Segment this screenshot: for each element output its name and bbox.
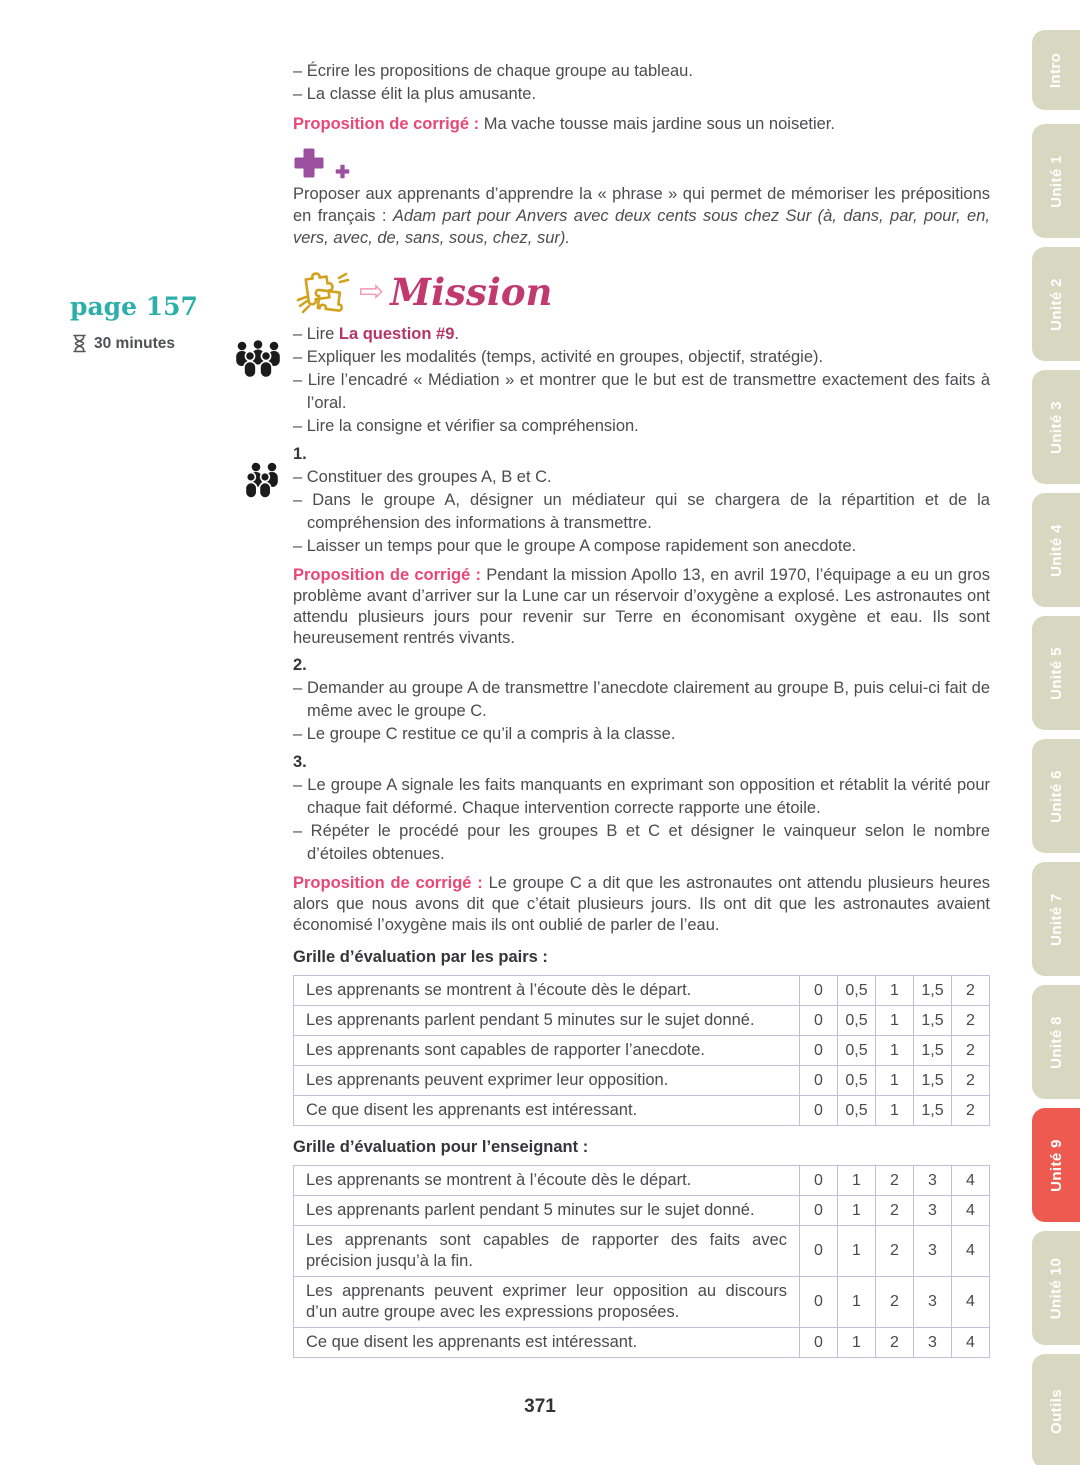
corrige-3	[293, 873, 990, 936]
criterion-cell: Les apprenants sont capables de rapporter l’anecdote.	[294, 1036, 800, 1066]
list-item: – Dans le groupe A, désigner un médiateur qui se chargera de la répartition et de la compréhension des informations à transmettre.	[293, 491, 990, 532]
plus-icon-small	[335, 164, 350, 179]
score-cell: 1	[838, 1277, 876, 1328]
tab-label: Unité 2	[1047, 277, 1065, 331]
teacher-evaluation-table	[293, 1165, 990, 1358]
score-cell: 1,5	[914, 976, 952, 1006]
tab-unite-6[interactable]	[1032, 739, 1080, 853]
group-of-people-icon	[232, 340, 284, 385]
tab-label: Unité 7	[1047, 892, 1065, 946]
score-cell: 2	[952, 1066, 990, 1096]
table-row	[294, 1006, 990, 1036]
score-cell: 2	[952, 1036, 990, 1066]
tab-label: Unité 3	[1047, 400, 1065, 454]
main-content	[293, 0, 990, 1358]
step-number: 1.	[293, 445, 307, 463]
corrige-2	[293, 565, 990, 649]
criterion-cell: Les apprenants se montrent à l’écoute dès le départ.	[294, 1166, 800, 1196]
table-row	[294, 976, 990, 1006]
group-of-people-icon	[242, 462, 284, 507]
criterion-cell: Les apprenants se montrent à l’écoute dès le départ.	[294, 976, 800, 1006]
tab-unite-3[interactable]	[1032, 370, 1080, 484]
list-item: – Le groupe C restitue ce qu’il a compris à la classe.	[293, 725, 676, 743]
criterion-cell: Les apprenants parlent pendant 5 minutes sur le sujet donné.	[294, 1196, 800, 1226]
tab-unite-10[interactable]	[1032, 1231, 1080, 1345]
tab-label: Intro	[1047, 52, 1065, 88]
puzzle-hands-icon	[293, 266, 353, 318]
list-item	[293, 323, 990, 346]
list-item: – Lire la consigne et vérifier sa compréhension.	[293, 417, 639, 435]
score-cell: 2	[876, 1328, 914, 1358]
step-number: 2.	[293, 656, 307, 674]
score-cell: 1	[838, 1166, 876, 1196]
score-cell: 1,5	[914, 1036, 952, 1066]
tab-label: Unité 6	[1047, 769, 1065, 823]
score-cell: 1,5	[914, 1066, 952, 1096]
score-cell: 3	[914, 1277, 952, 1328]
score-cell: 4	[952, 1166, 990, 1196]
criterion-cell: Ce que disent les apprenants est intéressant.	[294, 1328, 800, 1358]
list-item: – Répéter le procédé pour les groupes B et C et désigner le vainqueur selon le nombre d’étoiles obtenues.	[293, 822, 990, 863]
table-row	[294, 1096, 990, 1126]
tab-label: Unité 5	[1047, 646, 1065, 700]
criterion-cell: Les apprenants sont capables de rapporter des faits avec précision jusqu’à la fin.	[294, 1226, 800, 1277]
score-cell: 2	[876, 1277, 914, 1328]
corrige-text: Le groupe C a dit que les astronautes ont attendu plusieurs heures alors que nous avons dit que c’était plusieurs jours. Ils ont dit que les astronautes avaient économisé l’oxygène mais ils ont oublié de parler de l’eau.	[293, 874, 990, 934]
score-cell: 0	[800, 1166, 838, 1196]
proposition-label: Proposition de corrigé :	[293, 566, 481, 584]
score-cell: 3	[914, 1328, 952, 1358]
tip-paragraph	[293, 183, 990, 249]
score-cell: 2	[876, 1166, 914, 1196]
list-item: – Demander au groupe A de transmettre l’anecdote clairement au groupe B, puis celui-ci fait de même avec le groupe C.	[293, 679, 990, 720]
plus-row	[293, 145, 990, 179]
score-cell: 0	[800, 1096, 838, 1126]
question-ref: La question #9	[338, 325, 455, 343]
hourglass-icon	[72, 334, 87, 353]
table-row	[294, 1277, 990, 1328]
score-cell: 1	[876, 976, 914, 1006]
tab-label: Unité 9	[1047, 1138, 1065, 1192]
score-cell: 2	[952, 1096, 990, 1126]
step-number: 3.	[293, 753, 307, 771]
criterion-cell: Les apprenants peuvent exprimer leur opposition au discours d’un autre groupe avec les expressions proposées.	[294, 1277, 800, 1328]
list-item: – Expliquer les modalités (temps, activité en groupes, objectif, stratégie).	[293, 348, 824, 366]
list-item-text: .	[454, 325, 459, 343]
tab-unite-5[interactable]	[1032, 616, 1080, 730]
score-cell: 4	[952, 1277, 990, 1328]
score-cell: 0	[800, 1277, 838, 1328]
criterion-cell: Les apprenants peuvent exprimer leur opposition.	[294, 1066, 800, 1096]
tab-label: Outils	[1047, 1388, 1065, 1434]
step-1-list	[293, 466, 990, 558]
proposition-label: Proposition de corrigé :	[293, 115, 480, 133]
score-cell: 2	[876, 1226, 914, 1277]
tab-unite-7[interactable]	[1032, 862, 1080, 976]
tab-unite-8[interactable]	[1032, 985, 1080, 1099]
score-cell: 0,5	[838, 1036, 876, 1066]
tab-label: Unité 1	[1047, 154, 1065, 208]
score-cell: 3	[914, 1226, 952, 1277]
tab-label: Unité 4	[1047, 523, 1065, 577]
score-cell: 1	[838, 1196, 876, 1226]
score-cell: 2	[952, 1006, 990, 1036]
table-row	[294, 1196, 990, 1226]
tab-label: Unité 8	[1047, 1015, 1065, 1069]
score-cell: 1	[838, 1226, 876, 1277]
tab-intro[interactable]	[1032, 30, 1080, 110]
score-cell: 3	[914, 1196, 952, 1226]
tab-unite-9-active[interactable]	[1032, 1108, 1080, 1222]
score-cell: 1	[876, 1066, 914, 1096]
score-cell: 1	[876, 1006, 914, 1036]
score-cell: 1	[838, 1328, 876, 1358]
score-cell: 1,5	[914, 1096, 952, 1126]
table-row	[294, 1066, 990, 1096]
tab-label: Unité 10	[1047, 1257, 1065, 1319]
list-item: – La classe élit la plus amusante.	[293, 85, 537, 103]
score-cell: 0,5	[838, 976, 876, 1006]
tip-lead: Proposer aux apprenants d’apprendre la « phrase » qui permet de mémoriser les prépositions en français :	[293, 185, 990, 225]
score-cell: 0	[800, 1066, 838, 1096]
list-item: – Écrire les propositions de chaque groupe au tableau.	[293, 62, 693, 80]
arrow-icon: ⇨	[359, 275, 385, 308]
score-cell: 2	[952, 976, 990, 1006]
corrige-1	[293, 114, 990, 135]
mission-list	[293, 323, 990, 438]
score-cell: 0	[800, 1328, 838, 1358]
duration-label: 30 minutes	[94, 334, 175, 352]
table-row	[294, 1166, 990, 1196]
page-number: 371	[524, 1396, 556, 1417]
page-ref: page 157	[70, 292, 198, 321]
score-cell: 3	[914, 1166, 952, 1196]
proposition-label: Proposition de corrigé :	[293, 874, 483, 892]
table-row	[294, 1226, 990, 1277]
criterion-cell: Ce que disent les apprenants est intéressant.	[294, 1096, 800, 1126]
score-cell: 1	[876, 1036, 914, 1066]
step-2-list	[293, 677, 990, 746]
score-cell: 0,5	[838, 1006, 876, 1036]
list-item: – Constituer des groupes A, B et C.	[293, 468, 552, 486]
list-item: – Lire l’encadré « Médiation » et montrer que le but est de transmettre exactement des faits à l’oral.	[293, 371, 990, 412]
tip-mnemonic: Adam part pour Anvers avec deux cents sous chez Sur (à, dans, par, pour, en, vers, avec, de, sans, sous, chez, sur).	[293, 207, 990, 247]
corrige-text: Ma vache tousse mais jardine sous un noisetier.	[479, 115, 835, 133]
corrige-text: Pendant la mission Apollo 13, en avril 1970, l’équipage a eu un gros problème avant d’arriver sur la Lune car un réservoir d’oxygène a explosé. Les astronautes ont attendu plusieurs jours pour revenir sur Terre en économisant oxygène et eau. Ils sont heureusement rentrés vivants.	[293, 566, 990, 647]
list-item: – Laisser un temps pour que le groupe A compose rapidement son anecdote.	[293, 537, 857, 555]
score-cell: 0	[800, 1226, 838, 1277]
score-cell: 0	[800, 1036, 838, 1066]
table-row	[294, 1036, 990, 1066]
duration	[72, 334, 175, 353]
step-3-list	[293, 774, 990, 866]
score-cell: 4	[952, 1328, 990, 1358]
score-cell: 0	[800, 1006, 838, 1036]
score-cell: 0,5	[838, 1066, 876, 1096]
peer-grid-title: Grille d’évaluation par les pairs :	[293, 948, 548, 966]
list-item-text: – Lire	[293, 325, 339, 343]
table-row	[294, 1328, 990, 1358]
teacher-grid-title: Grille d’évaluation pour l’enseignant :	[293, 1138, 589, 1156]
peer-evaluation-table	[293, 975, 990, 1126]
score-cell: 2	[876, 1196, 914, 1226]
criterion-cell: Les apprenants parlent pendant 5 minutes sur le sujet donné.	[294, 1006, 800, 1036]
score-cell: 4	[952, 1196, 990, 1226]
tab-unite-1[interactable]	[1032, 124, 1080, 238]
mission-header	[293, 265, 990, 319]
score-cell: 1,5	[914, 1006, 952, 1036]
score-cell: 1	[876, 1096, 914, 1126]
score-cell: 0	[800, 1196, 838, 1226]
mission-title: Mission	[390, 270, 553, 314]
score-cell: 4	[952, 1226, 990, 1277]
tab-unite-4[interactable]	[1032, 493, 1080, 607]
score-cell: 0,5	[838, 1096, 876, 1126]
tab-unite-2[interactable]	[1032, 247, 1080, 361]
plus-icon-large	[293, 147, 325, 179]
list-item: – Le groupe A signale les faits manquants en exprimant son opposition et rétablit la vérité pour chaque fait déformé. Chaque intervention correcte rapporte une étoile.	[293, 776, 990, 817]
score-cell: 0	[800, 976, 838, 1006]
